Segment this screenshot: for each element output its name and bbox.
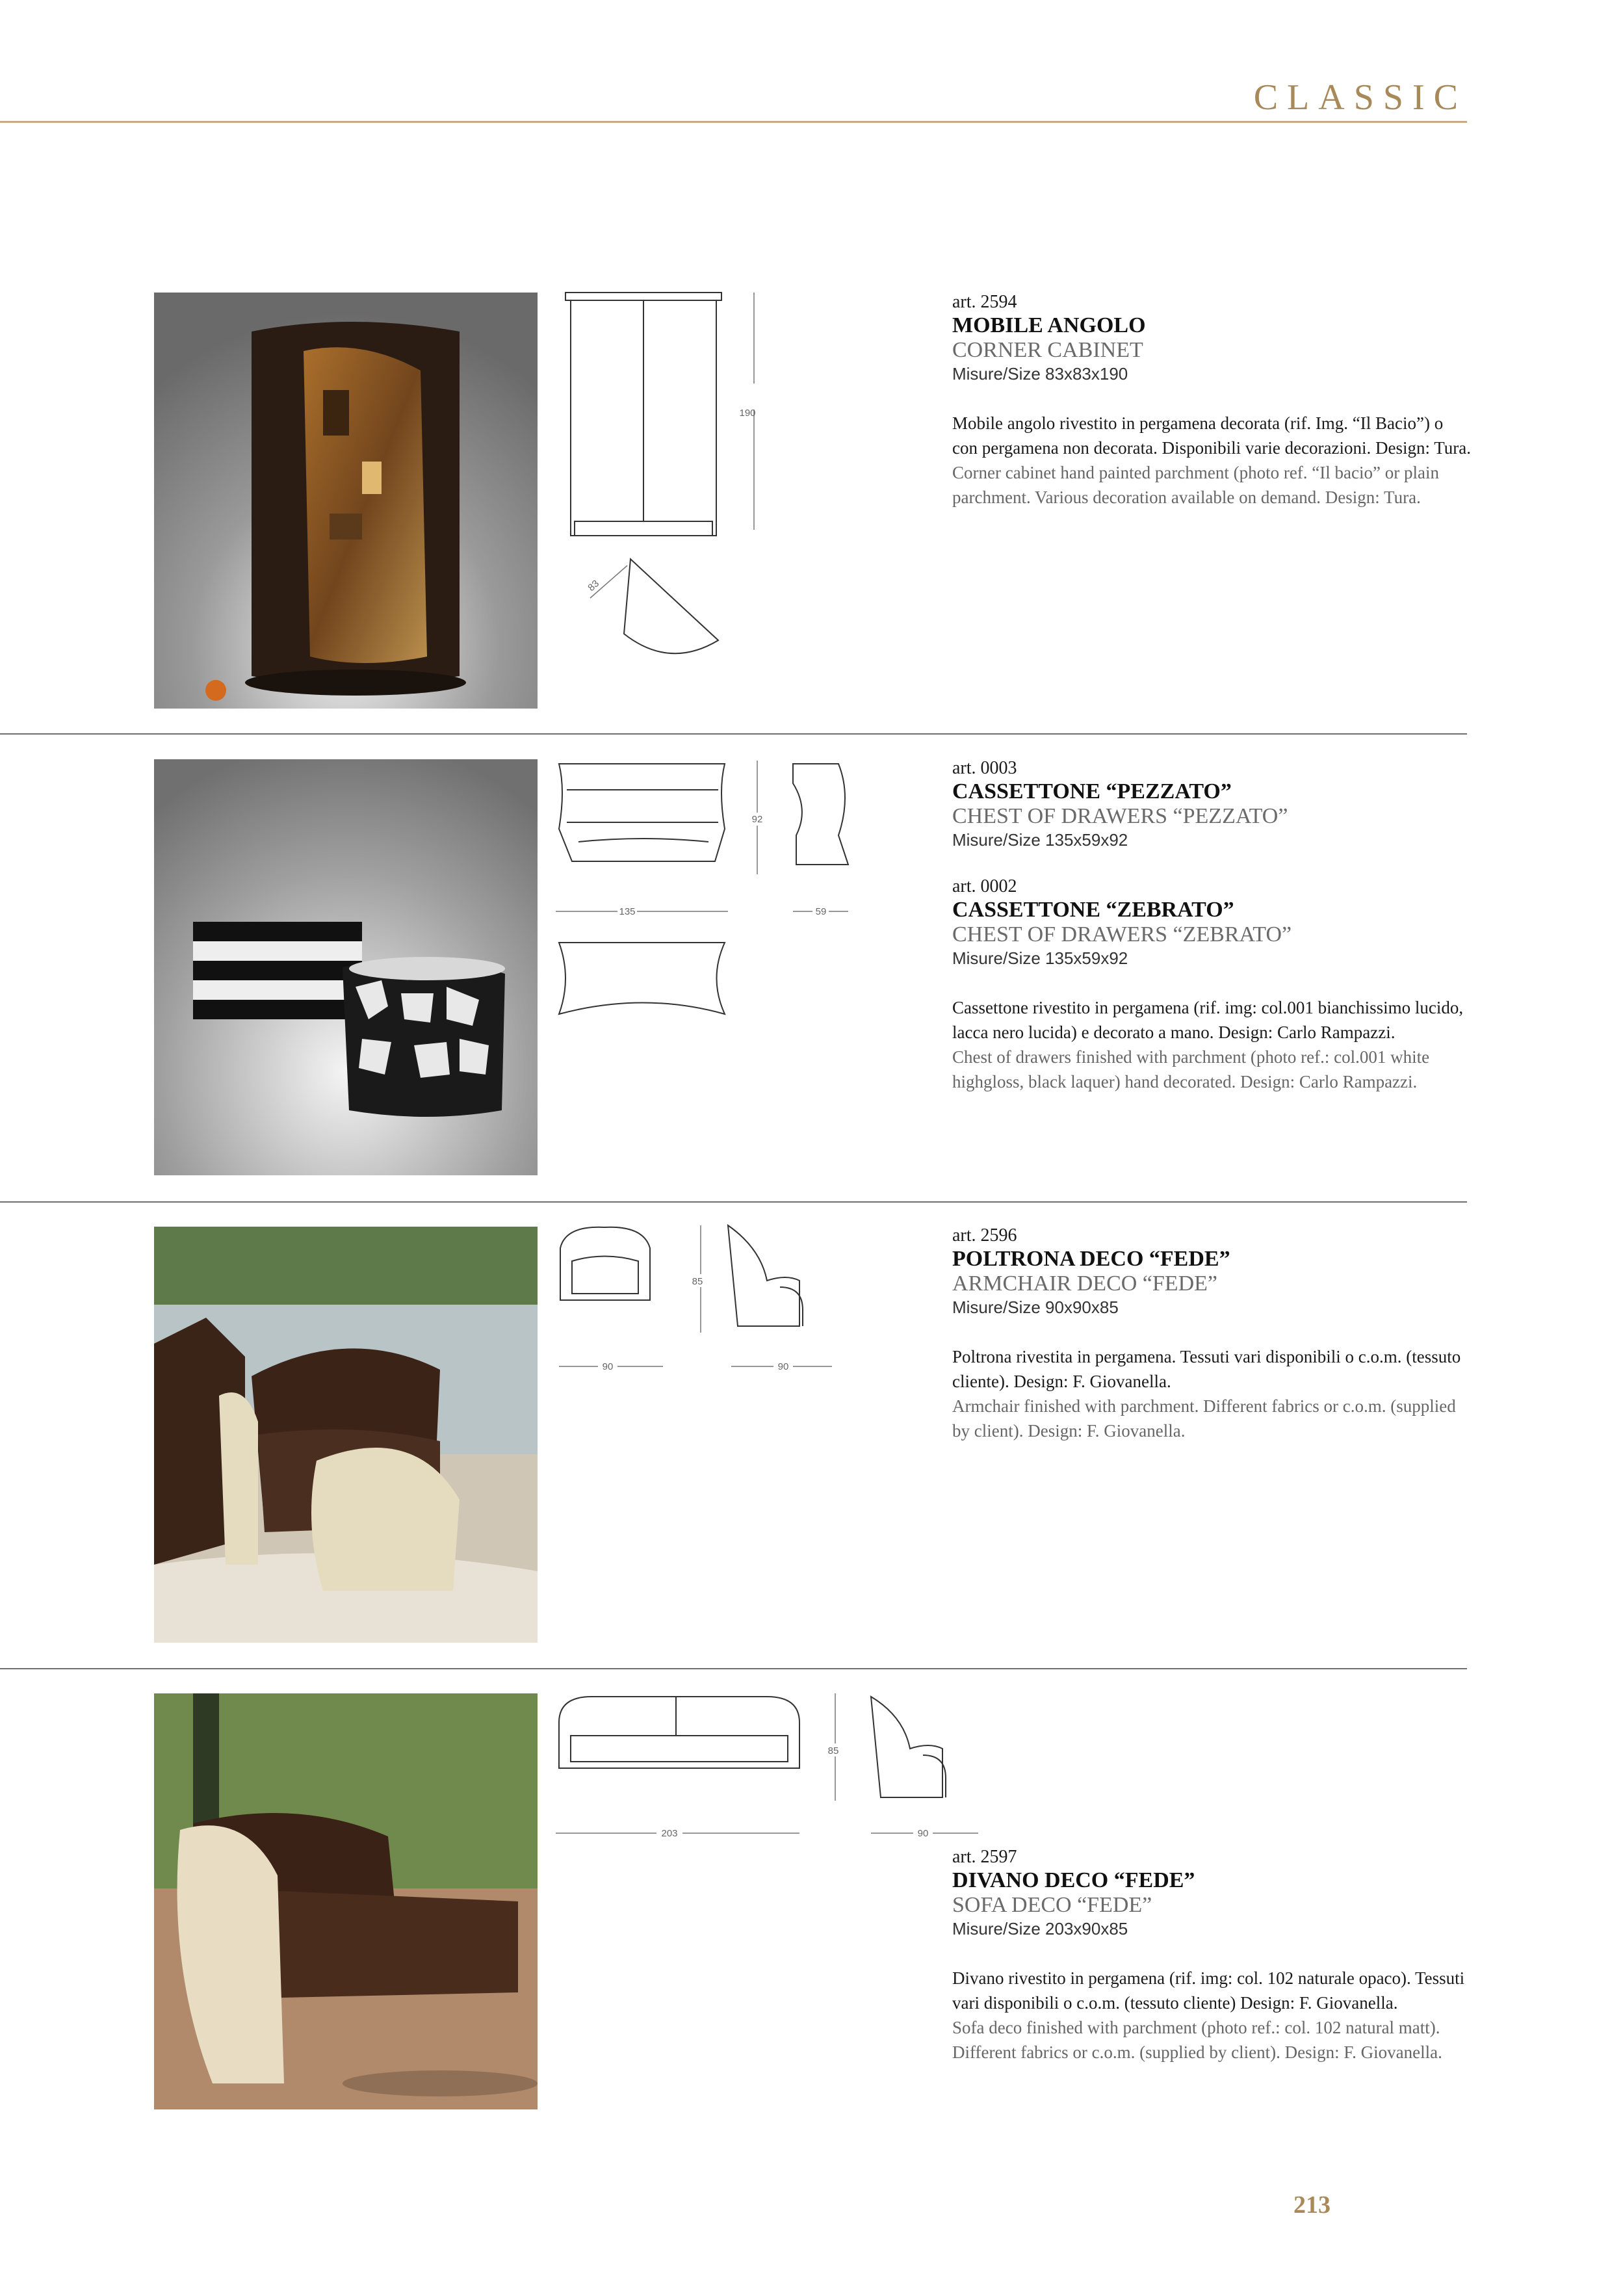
product-info-chests — [952, 757, 1472, 1094]
section-divider — [0, 1668, 1467, 1669]
article-number: art. 0002 — [952, 876, 1017, 896]
product-name-en: CHEST OF DRAWERS “PEZZATO” — [952, 804, 1288, 828]
product-name-it: DIVANO DECO “FEDE” — [952, 1868, 1195, 1892]
product-name-en: CORNER CABINET — [952, 338, 1143, 362]
section-divider — [0, 1201, 1467, 1203]
dim-depth: 90 — [777, 1361, 789, 1372]
dim-width: 203 — [661, 1828, 678, 1839]
header-divider — [0, 121, 1467, 123]
product-photo-armchair — [154, 1227, 538, 1643]
description-it: Poltrona rivestita in pergamena. Tessuti vari disponibili o c.o.m. (tessuto cliente). Design: F. Giovanella. — [952, 1347, 1461, 1391]
product-name-it: MOBILE ANGOLO — [952, 313, 1146, 337]
product-photo-corner-cabinet — [154, 293, 538, 709]
description-it: Mobile angolo rivestito in pergamena decorata (rif. Img. “Il Bacio”) o con pergamena non decorata. Disponibili varie decorazioni. Design: Tura. — [952, 413, 1472, 458]
description-en: Chest of drawers finished with parchment (photo ref.: col.001 white highgloss, black laquer) hand decorated. Design: Carlo Rampazzi. — [952, 1047, 1430, 1091]
description-it: Divano rivestito in pergamena (rif. img: col. 102 naturale opaco). Tessuti vari disponibili o c.o.m. (tessuto cliente) Design: F. Giovanella. — [952, 1968, 1465, 2013]
dim-height: 85 — [827, 1745, 839, 1756]
dim-height: 85 — [692, 1276, 703, 1287]
article-number: art. 2596 — [952, 1225, 1017, 1246]
dim-width: 135 — [619, 906, 636, 917]
article-number: art. 2594 — [952, 292, 1017, 312]
dim-depth: 59 — [815, 906, 827, 917]
technical-drawing-armchair — [552, 1222, 858, 1378]
product-size: Misure/Size 135x59x92 — [952, 830, 1128, 850]
product-photo-sofa — [154, 1693, 538, 2109]
description-en: Armchair finished with parchment. Different fabrics or c.o.m. (supplied by client). Design: F. Giovanella. — [952, 1396, 1456, 1441]
dim-height: 92 — [751, 814, 763, 825]
product-size: Misure/Size 203x90x85 — [952, 1919, 1128, 1938]
description-en: Sofa deco finished with parchment (photo ref.: col. 102 natural matt). Different fabrics or c.o.m. (supplied by client). Design: F. Giovanella. — [952, 2018, 1442, 2062]
product-size: Misure/Size 83x83x190 — [952, 364, 1128, 384]
article-number: art. 2597 — [952, 1847, 1017, 1867]
product-name-it: POLTRONA DECO “FEDE” — [952, 1247, 1230, 1271]
description-it: Cassettone rivestito in pergamena (rif. img: col.001 bianchissimo lucido, lacca nero lucida) e decorato a mano. Design: Carlo Rampazzi. — [952, 998, 1464, 1042]
product-name-it: CASSETTONE “ZEBRATO” — [952, 898, 1234, 922]
technical-drawing-corner-cabinet — [559, 286, 767, 676]
section-divider — [0, 733, 1467, 735]
product-size: Misure/Size 135x59x92 — [952, 948, 1128, 968]
product-name-en: CHEST OF DRAWERS “ZEBRATO” — [952, 922, 1292, 946]
product-name-it: CASSETTONE “PEZZATO” — [952, 779, 1232, 803]
dim-width: 90 — [602, 1361, 614, 1372]
product-info-sofa — [952, 1846, 1472, 2065]
product-name-en: SOFA DECO “FEDE” — [952, 1893, 1152, 1917]
description-en: Corner cabinet hand painted parchment (photo ref. “Il bacio” or plain parchment. Various decoration available on demand. Design: Tura. — [952, 463, 1439, 507]
page-number: 213 — [1293, 2191, 1331, 2219]
product-name-en: ARMCHAIR DECO “FEDE” — [952, 1272, 1217, 1296]
article-number: art. 0003 — [952, 758, 1017, 778]
product-info-corner-cabinet — [952, 291, 1472, 510]
product-info-armchair — [952, 1225, 1472, 1443]
dim-depth: 83 — [586, 578, 602, 594]
technical-drawing-sofa — [552, 1690, 988, 1846]
dim-height: 190 — [739, 408, 756, 419]
technical-drawing-chests — [552, 757, 890, 1030]
product-photo-chests-of-drawers — [154, 759, 538, 1175]
dim-depth: 90 — [917, 1828, 929, 1839]
product-size: Misure/Size 90x90x85 — [952, 1298, 1119, 1317]
section-title: CLASSIC — [1253, 77, 1467, 118]
